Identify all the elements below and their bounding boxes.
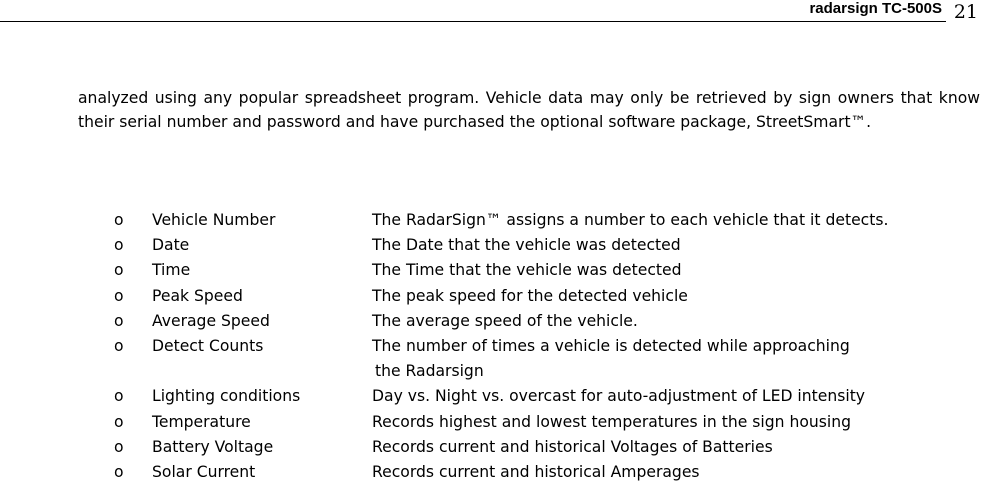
list-item-continuation [0, 359, 982, 384]
field-description: Records current and historical Voltages of Batteries [372, 437, 773, 456]
field-name: Time [152, 261, 191, 280]
field-description: Records highest and lowest temperatures in the sign housing [372, 412, 852, 431]
field-description: The RadarSign™ assigns a number to each vehicle that it detects. [372, 211, 889, 229]
field-description: The average speed of the vehicle. [372, 311, 638, 330]
list-item [0, 410, 982, 435]
bullet: o [114, 261, 124, 280]
bullet: o [114, 236, 124, 255]
list-item [0, 435, 982, 460]
list-item [0, 460, 982, 485]
body-paragraph: analyzed using any popular spreadsheet program. Vehicle data may only be retrieved by sign owners that know their serial number and password and have purchased the optional software package, StreetSmart™. [78, 89, 980, 131]
field-description: Records current and historical Amperages [372, 462, 700, 481]
bullet: o [114, 336, 124, 355]
field-name: Peak Speed [152, 286, 243, 305]
list-item [0, 309, 982, 334]
bullet: o [114, 211, 124, 229]
field-name: Lighting conditions [152, 387, 301, 406]
data-field-list [0, 208, 982, 485]
field-description: Day vs. Night vs. overcast for auto-adjustment of LED intensity [372, 387, 866, 406]
field-name: Date [152, 236, 190, 255]
list-item [0, 208, 982, 233]
field-name: Battery Voltage [152, 437, 274, 456]
list-item [0, 384, 982, 409]
field-description: The Date that the vehicle was detected [372, 236, 681, 255]
field-description-continued: the Radarsign [375, 362, 484, 381]
list-item [0, 334, 982, 359]
header-title: radarsign TC-500S [809, 0, 942, 17]
field-description: The Time that the vehicle was detected [372, 261, 682, 280]
bullet: o [114, 437, 124, 456]
page-number: 21 [953, 1, 978, 23]
field-name: Detect Counts [152, 336, 264, 355]
bullet: o [114, 462, 124, 481]
field-description: The peak speed for the detected vehicle [372, 286, 688, 305]
list-item [0, 233, 982, 258]
field-name: Temperature [152, 412, 251, 431]
bullet: o [114, 311, 124, 330]
list-item [0, 258, 982, 283]
field-name: Solar Current [152, 462, 256, 481]
field-name: Average Speed [152, 311, 270, 330]
header-rule [0, 21, 946, 22]
bullet: o [114, 387, 124, 406]
list-item [0, 284, 982, 309]
bullet: o [114, 412, 124, 431]
bullet: o [114, 286, 124, 305]
field-description: The number of times a vehicle is detected while approaching [372, 336, 850, 355]
field-name: Vehicle Number [152, 211, 276, 229]
